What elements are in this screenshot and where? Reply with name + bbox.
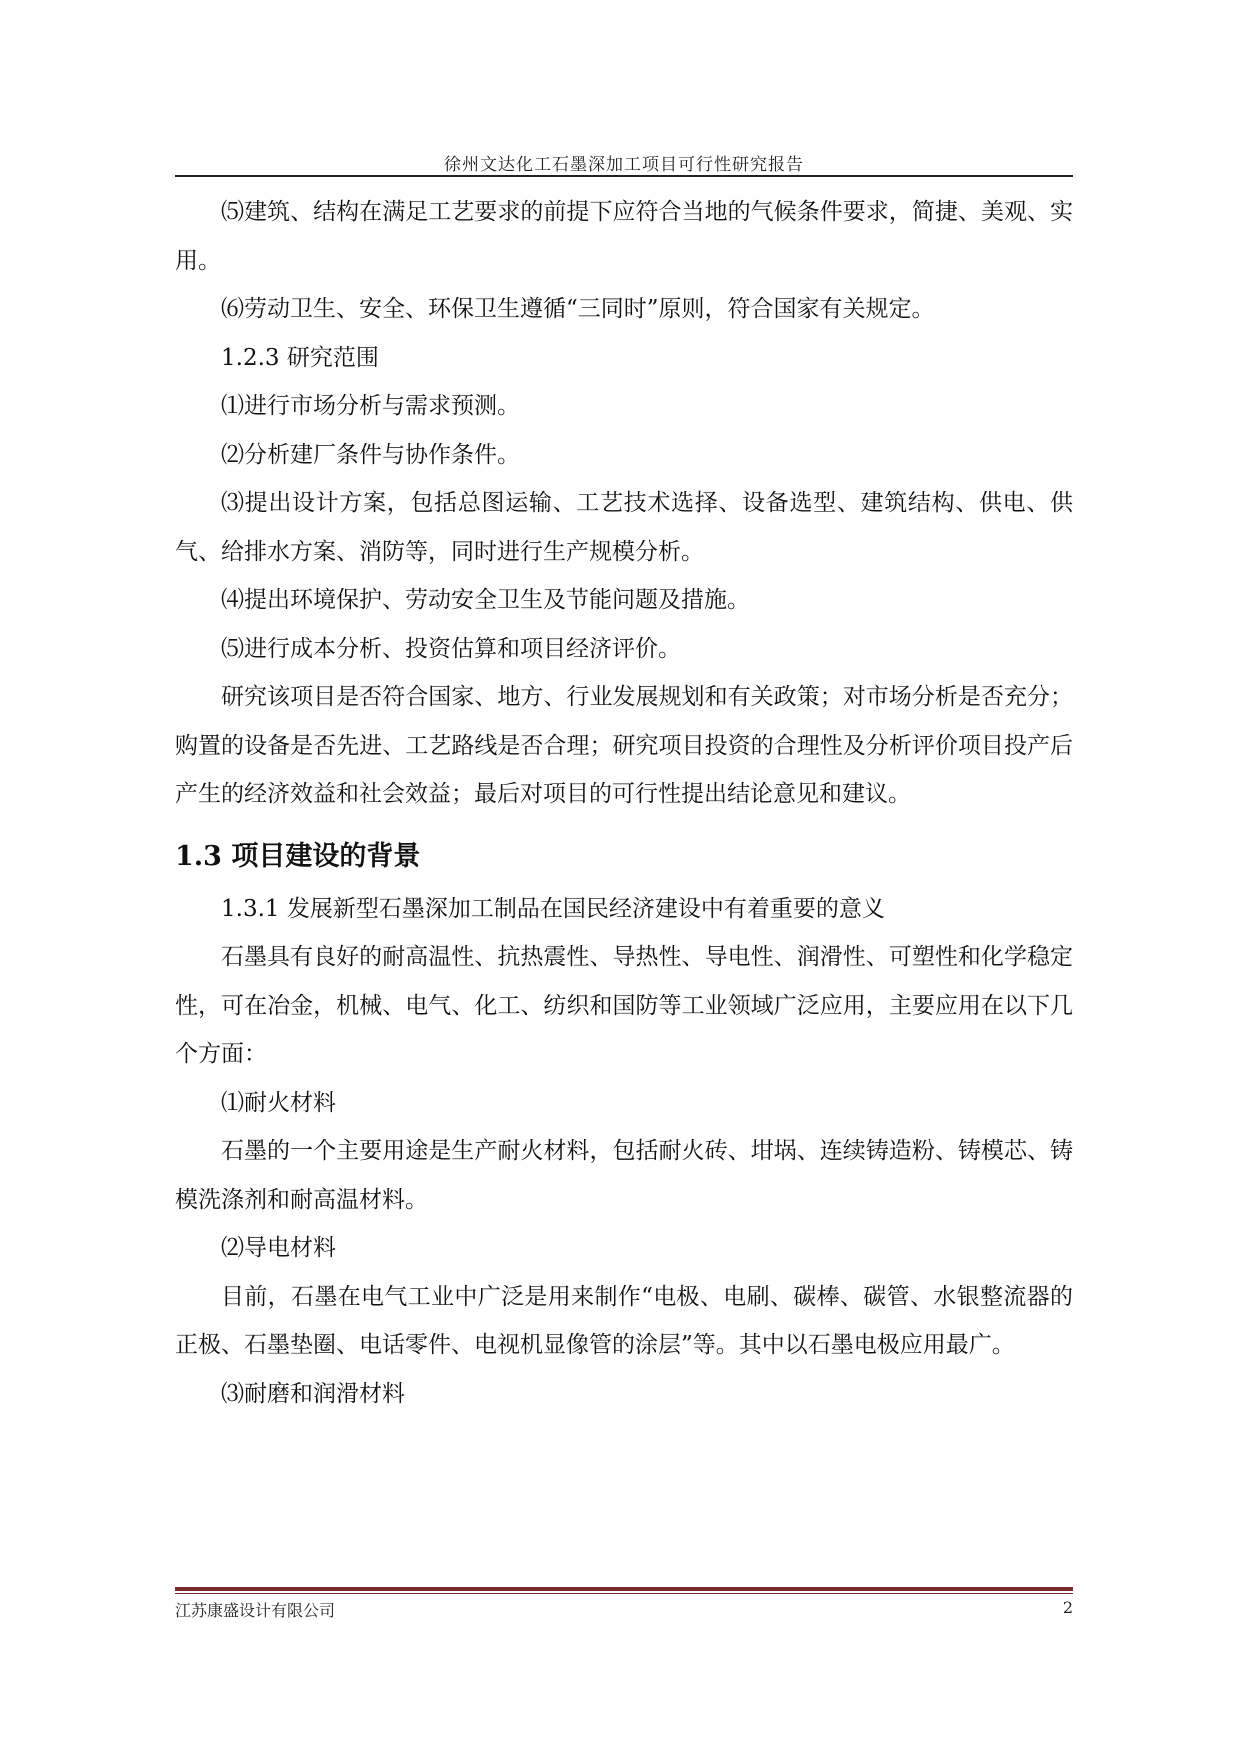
list-item: ⑷提出环境保护、劳动安全卫生及节能问题及措施。 <box>221 587 750 613</box>
footer-company-name: 江苏康盛设计有限公司 <box>175 1601 336 1620</box>
section-heading: 1.3 项目建设的背景 <box>175 840 421 872</box>
subsection-title: 1.3.1 发展新型石墨深加工制品在国民经济建设中有着重要的意义 <box>221 895 885 922</box>
footer-divider-thin <box>175 1593 1073 1594</box>
document-body <box>175 188 1073 1418</box>
paragraph: 目前，石墨在电气工业中广泛是用来制作“电极、电刷、碳棒、碳管、水银整流器的正极、石墨垫圈、电话零件、电视机显像管的涂层”等。其中以石墨电极应用最广。 <box>175 1283 1073 1358</box>
paragraph: 研究该项目是否符合国家、地方、行业发展规划和有关政策；对市场分析是否充分；购置的设备是否先进、工艺路线是否合理；研究项目投资的合理性及分析评价项目投产后产生的经济效益和社会效益；最后对项目的可行性提出结论意见和建议。 <box>175 684 1073 807</box>
list-item: ⑸进行成本分析、投资估算和项目经济评价。 <box>221 635 681 662</box>
list-item: ⑶耐磨和润滑材料 <box>221 1380 405 1407</box>
footer-divider-thick <box>175 1587 1073 1591</box>
paragraph: 石墨的一个主要用途是生产耐火材料，包括耐火砖、坩埚、连续铸造粉、铸模芯、铸模洗涤剂和耐高温材料。 <box>175 1138 1073 1213</box>
page-header-title: 徐州文达化工石墨深加工项目可行性研究报告 <box>444 155 804 175</box>
page-number: 2 <box>1062 1598 1073 1617</box>
list-item: ⑶提出设计方案，包括总图运输、工艺技术选择、设备选型、建筑结构、供电、供气、给排水方案、消防等，同时进行生产规模分析。 <box>175 490 1073 565</box>
list-item: ⑴进行市场分析与需求预测。 <box>221 393 520 419</box>
header-divider <box>175 175 1073 177</box>
paragraph: 石墨具有良好的耐高温性、抗热震性、导热性、导电性、润滑性、可塑性和化学稳定性，可在冶金，机械、电气、化工、纺织和国防等工业领域广泛应用，主要应用在以下几个方面： <box>175 944 1073 1067</box>
list-item: ⑴耐火材料 <box>221 1089 336 1116</box>
subsection-title: 1.2.3 研究范围 <box>221 344 379 371</box>
paragraph: ⑸建筑、结构在满足工艺要求的前提下应符合当地的气候条件要求，简捷、美观、实用。 <box>175 199 1073 274</box>
paragraph: ⑹劳动卫生、安全、环保卫生遵循“三同时”原则，符合国家有关规定。 <box>221 296 935 322</box>
list-item: ⑵分析建厂条件与协作条件。 <box>221 441 520 468</box>
list-item: ⑵导电材料 <box>221 1235 336 1261</box>
